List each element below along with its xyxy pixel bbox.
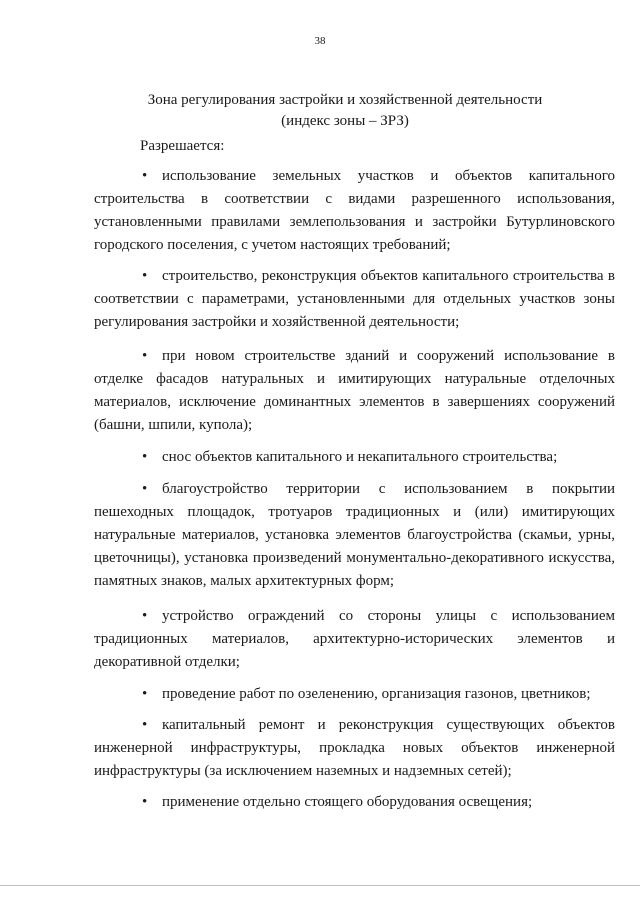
list-item (94, 446, 615, 469)
list-item (94, 345, 615, 437)
list-item-text: проведение работ по озеленению, организация газонов, цветников; (162, 686, 591, 702)
bottom-divider (0, 885, 640, 886)
list-item (94, 265, 615, 334)
list-item (94, 791, 615, 814)
list-item (94, 683, 615, 706)
list-item-text: благоустройство территории с использованием в покрытии пешеходных площадок, тротуаров традиционных и (или) имитирующих натуральные материалов, установка элементов благоустройства (скамьи, урны, цветочницы), установка произведений монументально-декоративного искусства, памятных знаков, малых архитектурных форм; (94, 481, 615, 589)
list-item-text: строительство, реконструкция объектов капитального строительства в соответствии с параметрами, установленными для отдельных участков зоны регулирования застройки и хозяйственной деятельности; (94, 268, 615, 330)
list-item-text: снос объектов капитального и некапитального строительства; (162, 449, 558, 465)
bullet-icon: • (142, 794, 148, 810)
list-item (94, 605, 615, 674)
list-item-text: использование земельных участков и объектов капитального строительства в соответствии с видами разрешенного использования, установленными правилами землепользования и застройки Бутурлиновского городского поселения, с учетом настоящих требований; (94, 168, 615, 253)
bullet-icon: • (142, 481, 148, 497)
list-item (94, 165, 615, 257)
intro-text: Разрешается: (140, 138, 225, 154)
list-item (94, 478, 615, 593)
list-item-text: применение отдельно стоящего оборудования освещения; (162, 794, 533, 810)
bullet-icon: • (142, 168, 148, 184)
list-item-text: при новом строительстве зданий и сооружений использование в отделке фасадов натуральных и имитирующих натуральные отделочных материалов, исключение доминантных элементов в завершениях сооружений (башни, шпили, купола); (94, 348, 615, 433)
bullet-icon: • (142, 686, 148, 702)
bullet-icon: • (142, 717, 148, 733)
section-title (100, 90, 590, 132)
list-item (94, 714, 615, 783)
bullet-icon: • (142, 608, 148, 624)
section-title-line1: Зона регулирования застройки и хозяйственной деятельности (147, 92, 543, 108)
bullet-icon: • (142, 449, 148, 465)
section-title-line2: (индекс зоны – ЗРЗ) (281, 113, 409, 129)
page-number: 38 (314, 35, 326, 47)
list-item-text: устройство ограждений со стороны улицы с использованием традиционных материалов, архитектурно-исторических элементов и декоративной отделки; (94, 608, 615, 670)
list-item-text: капитальный ремонт и реконструкция существующих объектов инженерной инфраструктуры, прокладка новых объектов инженерной инфраструктуры (за исключением наземных и надземных сетей); (94, 717, 615, 779)
bullet-icon: • (142, 348, 148, 364)
bullet-icon: • (142, 268, 148, 284)
